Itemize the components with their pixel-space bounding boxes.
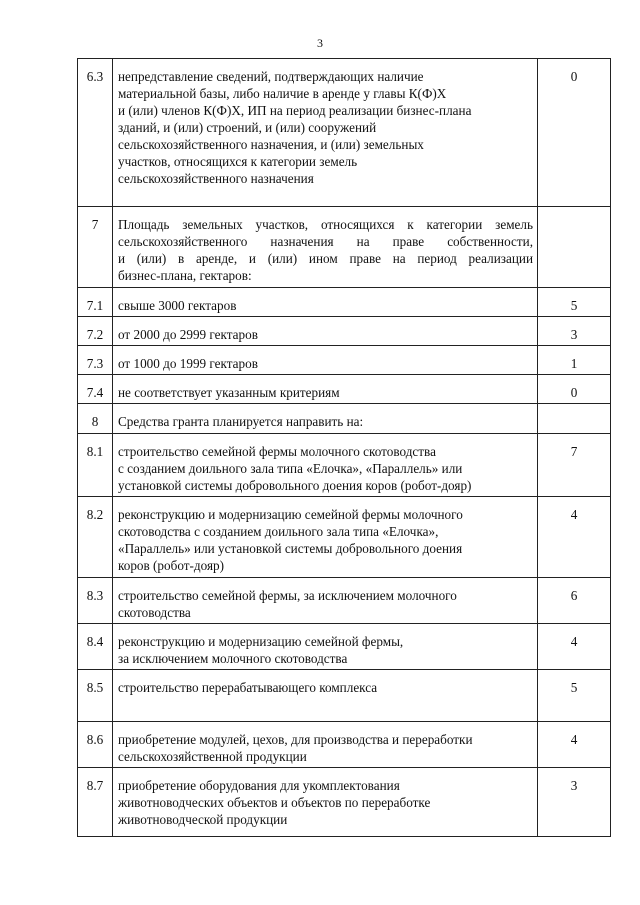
criteria-table <box>77 58 611 837</box>
criterion-text-cell <box>113 578 538 624</box>
row-number-cell: 8.5 <box>78 670 113 722</box>
table-row <box>78 768 611 837</box>
criterion-text-line: за исключением молочного скотоводства <box>118 651 348 666</box>
row-number-cell: 7 <box>78 207 113 288</box>
score-cell <box>538 207 611 288</box>
criterion-text-cell <box>113 670 538 722</box>
criterion-text-cell <box>113 375 538 404</box>
row-number-cell: 6.3 <box>78 59 113 207</box>
score-cell: 4 <box>538 624 611 670</box>
criterion-text-line: животноводческой продукции <box>118 812 288 827</box>
criterion-text-cell <box>113 434 538 497</box>
criterion-text-cell <box>113 207 538 288</box>
criterion-text-line: сельскохозяйственного назначения <box>118 171 314 186</box>
criterion-text-line: приобретение оборудования для укомплектования <box>118 778 400 793</box>
table-row <box>78 346 611 375</box>
row-number-cell: 7.1 <box>78 288 113 317</box>
criterion-text-cell <box>113 288 538 317</box>
table-row <box>78 375 611 404</box>
table-row <box>78 624 611 670</box>
score-cell: 5 <box>538 288 611 317</box>
score-cell: 0 <box>538 59 611 207</box>
score-cell: 6 <box>538 578 611 624</box>
criterion-text-line: строительство семейной фермы молочного скотоводства <box>118 444 436 459</box>
row-number-cell: 8 <box>78 404 113 434</box>
criterion-text-line: строительство семейной фермы, за исключением молочного <box>118 588 457 603</box>
criterion-text-line: коров (робот-дояр) <box>118 558 225 573</box>
criterion-text-cell <box>113 497 538 578</box>
criterion-text-line: участков, относящихся к категории земель <box>118 154 358 169</box>
score-cell: 4 <box>538 497 611 578</box>
criterion-text-line: и (или) членов К(Ф)Х, ИП на период реализации бизнес-плана <box>118 103 472 118</box>
table-row <box>78 722 611 768</box>
criterion-text-line: сельскохозяйственного назначения, и (или) земельных <box>118 137 424 152</box>
criterion-text-line: непредставление сведений, подтверждающих наличие <box>118 69 424 84</box>
criterion-text-cell <box>113 317 538 346</box>
criterion-text-line: установкой системы добровольного доения коров (робот-дояр) <box>118 478 472 493</box>
criterion-text-line: и (или) в аренде, и (или) ином праве на период реализации <box>118 251 533 266</box>
table-row <box>78 404 611 434</box>
table-row <box>78 59 611 207</box>
score-cell: 5 <box>538 670 611 722</box>
criterion-text-cell <box>113 768 538 837</box>
criterion-text-line: сельскохозяйственной продукции <box>118 749 307 764</box>
criterion-text-line: скотоводства <box>118 605 191 620</box>
criterion-text-line: реконструкцию и модернизацию семейной фермы молочного <box>118 507 463 522</box>
table-row <box>78 434 611 497</box>
criterion-text-line: материальной базы, либо наличие в аренде у главы К(Ф)Х <box>118 86 447 101</box>
score-cell: 1 <box>538 346 611 375</box>
criterion-text-line: животноводческих объектов и объектов по переработке <box>118 795 431 810</box>
criterion-text-cell <box>113 346 538 375</box>
score-cell: 3 <box>538 317 611 346</box>
criterion-text-line: не соответствует указанным критериям <box>118 385 340 400</box>
criterion-text-line: приобретение модулей, цехов, для производства и переработки <box>118 732 473 747</box>
criterion-text-line: бизнес-плана, гектаров: <box>118 268 252 283</box>
criterion-text-line: Средства гранта планируется направить на: <box>118 414 364 429</box>
row-number-cell: 8.1 <box>78 434 113 497</box>
criterion-text-line: зданий, и (или) строений, и (или) сооружений <box>118 120 377 135</box>
page-number: 3 <box>317 36 323 50</box>
table-row <box>78 578 611 624</box>
row-number-cell: 8.6 <box>78 722 113 768</box>
table-row <box>78 288 611 317</box>
criterion-text-cell <box>113 59 538 207</box>
score-cell: 7 <box>538 434 611 497</box>
criterion-text-line: с созданием доильного зала типа «Елочка», «Параллель» или <box>118 461 463 476</box>
criterion-text-line: «Параллель» или установкой системы добровольного доения <box>118 541 463 556</box>
table-row <box>78 207 611 288</box>
score-cell: 4 <box>538 722 611 768</box>
criterion-text-cell <box>113 624 538 670</box>
table-row <box>78 670 611 722</box>
criterion-text-line: свыше 3000 гектаров <box>118 298 237 313</box>
score-cell: 0 <box>538 375 611 404</box>
criterion-text-line: Площадь земельных участков, относящихся к категории земель <box>118 217 533 232</box>
criterion-text-line: от 1000 до 1999 гектаров <box>118 356 258 371</box>
row-number-cell: 8.2 <box>78 497 113 578</box>
criterion-text-line: сельскохозяйственного назначения на праве собственности, <box>118 234 533 249</box>
row-number-cell: 8.3 <box>78 578 113 624</box>
row-number-cell: 7.4 <box>78 375 113 404</box>
row-number-cell: 8.7 <box>78 768 113 837</box>
table-row <box>78 317 611 346</box>
row-number-cell: 7.3 <box>78 346 113 375</box>
criterion-text-line: от 2000 до 2999 гектаров <box>118 327 258 342</box>
row-number-cell: 8.4 <box>78 624 113 670</box>
criterion-text-cell <box>113 404 538 434</box>
table-row <box>78 497 611 578</box>
criterion-text-line: строительство перерабатывающего комплекса <box>118 680 378 695</box>
criterion-text-cell <box>113 722 538 768</box>
criterion-text-line: реконструкцию и модернизацию семейной фермы, <box>118 634 404 649</box>
criterion-text-line: скотоводства с созданием доильного зала типа «Елочка», <box>118 524 439 539</box>
score-cell: 3 <box>538 768 611 837</box>
row-number-cell: 7.2 <box>78 317 113 346</box>
criteria-table-body <box>78 59 611 837</box>
score-cell <box>538 404 611 434</box>
